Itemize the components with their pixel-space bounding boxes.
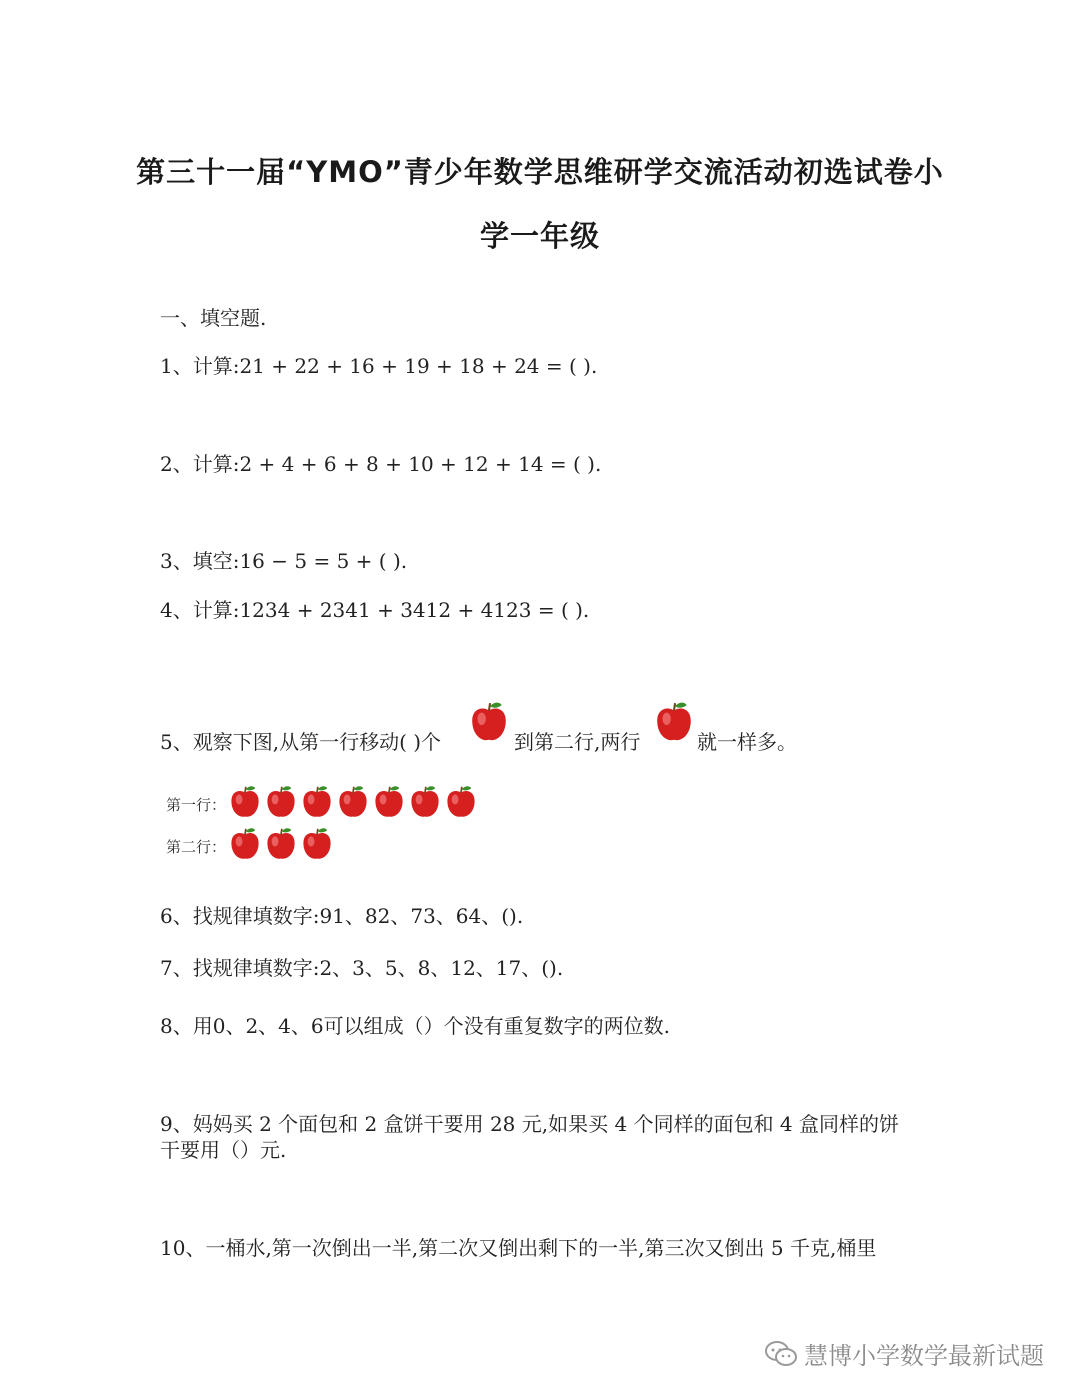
question-5-part-2: 到第二行,两行 <box>514 730 641 754</box>
question-2: 2、计算:2 + 4 + 6 + 8 + 10 + 12 + 14 = ( ). <box>160 452 602 476</box>
question-9-line-1: 9、妈妈买 2 个面包和 2 盒饼干要用 28 元,如果买 4 个同样的面包和 4 盒同样的饼 <box>160 1112 900 1136</box>
apple-icon <box>444 784 478 820</box>
apple-icon <box>653 700 695 744</box>
apple-icon <box>264 784 298 820</box>
document-title-line-1: 第三十一届“YMO”青少年数学思维研学交流活动初选试卷小 <box>136 155 944 189</box>
section-heading: 一、填空题. <box>160 306 267 330</box>
apple-row-1 <box>228 784 478 820</box>
apple-icon <box>300 826 334 862</box>
question-1: 1、计算:21 + 22 + 16 + 19 + 18 + 24 = ( ). <box>160 354 598 378</box>
apple-icon <box>300 784 334 820</box>
question-4: 4、计算:1234 + 2341 + 3412 + 4123 = ( ). <box>160 598 590 622</box>
question-9-line-2: 干要用（）元. <box>160 1138 287 1162</box>
wechat-icon <box>764 1340 798 1368</box>
question-10: 10、一桶水,第一次倒出一半,第二次又倒出剩下的一半,第三次又倒出 5 千克,桶里 <box>160 1236 877 1260</box>
apple-icon <box>336 784 370 820</box>
row-2-label: 第二行： <box>166 838 227 856</box>
question-3: 3、填空:16 − 5 = 5 + ( ). <box>160 549 408 573</box>
watermark <box>764 1336 1044 1371</box>
question-5-part-1: 5、观察下图,从第一行移动( )个 <box>160 730 442 754</box>
apple-icon <box>264 826 298 862</box>
apple-icon <box>372 784 406 820</box>
apple-icon <box>228 784 262 820</box>
question-7: 7、找规律填数字:2、3、5、8、12、17、(). <box>160 956 564 980</box>
question-5-part-3: 就一样多。 <box>697 730 797 754</box>
document-title-line-2: 学一年级 <box>479 219 600 253</box>
apple-icon <box>228 826 262 862</box>
row-1-label: 第一行： <box>166 796 227 814</box>
apple-row-2 <box>228 826 334 862</box>
watermark-text: 慧博小学数学最新试题 <box>804 1342 1044 1370</box>
question-8: 8、用0、2、4、6可以组成（）个没有重复数字的两位数. <box>160 1014 670 1038</box>
question-6: 6、找规律填数字:91、82、73、64、(). <box>160 904 524 928</box>
apple-icon <box>408 784 442 820</box>
apple-icon <box>468 700 510 744</box>
